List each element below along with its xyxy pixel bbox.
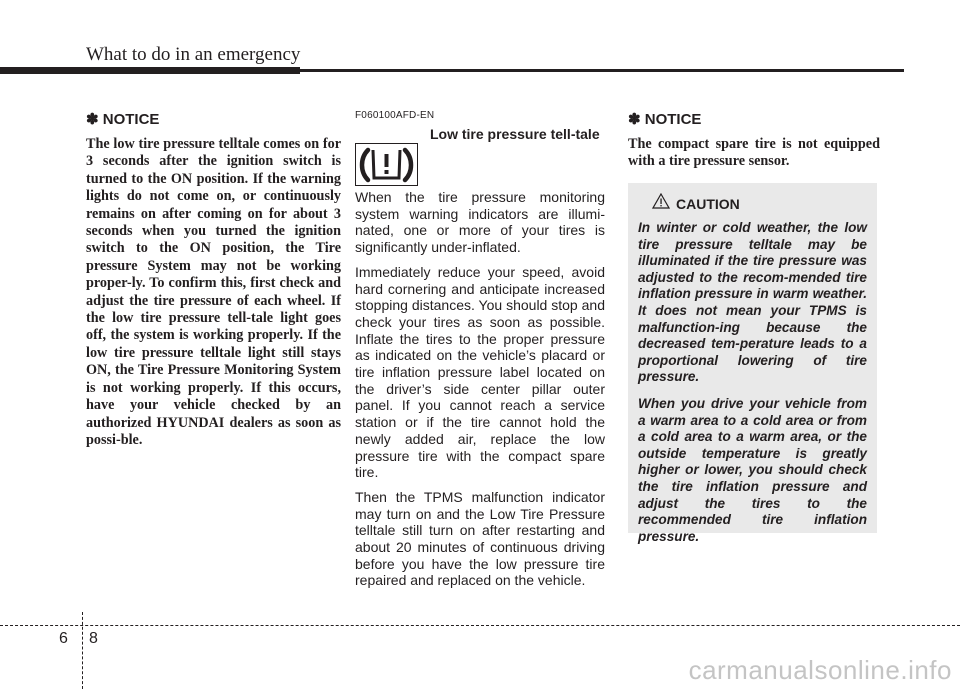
paragraph-2: Immediately reduce your speed, avoid hard cornering and anticipate increased stopping distances. You should stop and check your tires as soon as possible. Inflate the tires to the proper pressure as indicated on the vehicle’s placard or tire inflation pressure label located on the driver’s side center pillar outer panel. If you cannot reach a service station or if the tire cannot hold the newly added air, replace the low pressure tire with the compact spare tire. <box>355 263 605 481</box>
notice-body: The low tire pressure telltale comes on for 3 seconds after the ignition switch is turned to the ON position. If the warning lights do not come on, or continuously remains on after coming on for about 3 seconds when you turned the ignition switch to the ON position, the Tire pressure System may not be working proper-ly. To confirm this, first check and adjust the tire pressure of each wheel. If the low tire pressure tell-tale light goes off, the system is working properly. If the low tire pressure telltale light still stays ON, the Tire Pressure Monitoring System is not working properly. If this occurs, have your vehicle checked by an authorized HYUNDAI dealers as soon as possi-ble. <box>86 136 341 448</box>
paragraph-3: Then the TPMS malfunction indicator may turn on and the Low Tire Pressure telltale still turn on after restarting and about 20 minutes of continuous driving before you have the low pressure tire repaired and replaced on the vehicle. <box>355 488 605 589</box>
telltale-title: Low tire pressure tell-tale <box>430 126 600 142</box>
caution-heading-row <box>652 193 867 214</box>
footer-divider <box>82 612 83 689</box>
notice-heading: ✽ NOTICE <box>628 111 702 128</box>
warning-triangle-icon <box>652 193 670 214</box>
low-tire-pressure-icon <box>355 143 418 186</box>
notice-body: The compact spare tire is not equipped with a tire pressure sensor. <box>628 136 880 170</box>
paragraph-1: When the tire pressure monitoring system warning indicators are illumi-nated, one or more of your tires is significantly under-inflated. <box>355 189 605 256</box>
caution-paragraph-1: In winter or cold weather, the low tire pressure telltale may be illuminated if the tire pressure was adjusted to the recom-mended tire inflation pressure in warm weather. It does not mean your TPMS is malfunction-ing because the decreased tem-perature leads to a proportional lowering of tire pressure. <box>638 220 867 385</box>
caution-box <box>628 183 877 544</box>
chapter-number: 6 <box>59 630 68 647</box>
footer-rule <box>0 625 960 626</box>
page-number: 8 <box>89 630 98 647</box>
caution-paragraph-2: When you drive your vehicle from a warm area to a cold area or from a cold area to a warm area, or the outside temperature is greatly higher or lower, you should check the tire inflation pressure and adjust the tires to the recommended tire inflation pressure. <box>638 395 867 544</box>
section-code: F060100AFD-EN <box>355 110 435 121</box>
watermark: carmanualsonline.info <box>688 655 952 685</box>
telltale-heading-row <box>355 127 605 179</box>
content-column-middle <box>355 110 605 597</box>
section-title: What to do in an emergency <box>86 44 301 65</box>
header-rule <box>86 69 904 72</box>
notice-column-right <box>628 110 880 171</box>
caution-heading: CAUTION <box>676 195 740 212</box>
notice-heading: ✽ NOTICE <box>86 111 160 128</box>
notice-column-left <box>86 110 341 449</box>
